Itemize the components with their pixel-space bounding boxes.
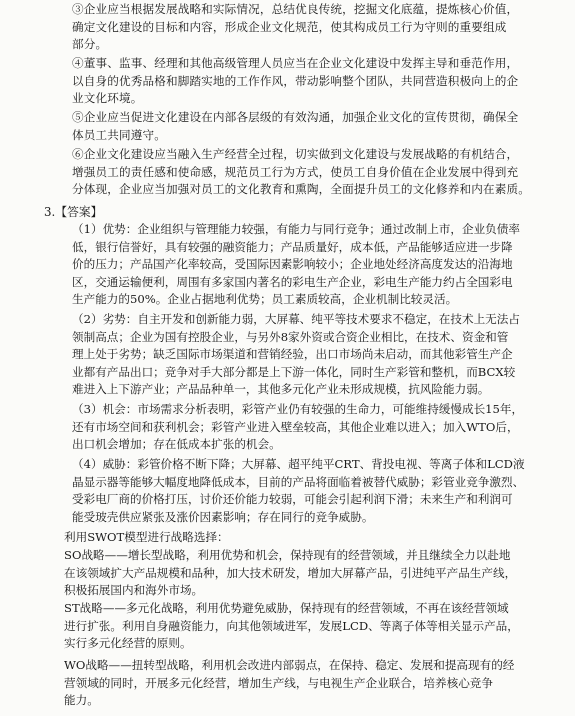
- strategy-intro: 利用SWOT模型进行战略选择：: [64, 530, 229, 544]
- wo-strategy: WO战略——扭转型战略，利用机会改进内部弱点，在保持、稳定、发展和提高现有的经 营领域的同时，开展多元化经营，增加生产线，与电视生产企业联合，培养核心竞争 能力。: [64, 658, 515, 708]
- question-number: 3.: [44, 205, 56, 219]
- swot-strengths: （1）优势：企业组织与管理能力较强，有能力与同行竞争；通过改制上市，企业负债率 低，银行信誉好，具有较强的融资能力；产品质量好，成本低，产品能够适应进一步降 价的压力；产品国产化率较高，受国际因素影响较小；企业地处经济高度发达的沿海地 区，交通运输便利，周围有多家国内著名的彩电生产企业，彩电生产能力约占全国彩电 生产能力的50%。企业占据地利优势；员工素质较高，企业机制比较灵活。: [72, 222, 520, 307]
- so-strategy: SO战略——增长型战略，利用优势和机会，保持现有的经营领域，并且继续全力以赴地 在该领域扩大产品规模和品种，加大技术研发，增加大屏幕产品，引进纯平产品生产线， 积极拓展国内和海外市场。: [64, 548, 517, 598]
- paragraph-item-3: ③企业应当根据发展战略和实际情况，总结优良传统，挖掘文化底蕴，提炼核心价值， 确定文化建设的目标和内容，形成企业文化规范，使其构成员工行为守则的重要组成 部分。: [72, 2, 519, 52]
- swot-weaknesses: （2）劣势：自主开发和创新能力弱，大屏幕、纯平等技术要求不稳定，在技术上无法占 领制高点；企业为国有控股企业，与另外8家外资或合资企业相比，在技术、资金和管 理上处于劣势；缺乏国际市场渠道和营销经验，出口市场尚未启动，而其他彩管生产企 业都有产品出口；竞争对手大部分都是上下游一体化，同时生产彩管和整机，而BCX较 难进入上下游产业；产品品种单一，其他多元化产业未形成规模，抗风险能力弱。: [72, 312, 520, 397]
- swot-threats: （4）威胁：彩管价格不断下降；大屏幕、超平纯平CRT、背投电视、等离子体和LCD液 晶显示器等能够大幅度地降低成本，目前的产品将面临着被替代威胁；彩管业竞争激烈、 受彩电厂商的价格打压，讨价还价能力较弱，可能会引起利润下滑；未来生产和利润可 能受玻壳供应紧张及涨价因素影响；存在同行的竞争威胁。: [72, 457, 525, 524]
- paragraph-item-6: ⑥企业文化建设应当融入生产经营全过程，切实做到文化建设与发展战略的有机结合， 增强员工的责任感和使命感，规范员工行为方式，使员工自身价值在企业发展中得到充 分体现，企业应当加强对员工的文化教育和熏陶，全面提升员工的文化修养和内在素质。: [72, 147, 531, 197]
- answer-heading: [44, 204, 102, 222]
- st-strategy: ST战略——多元化战略，利用优势避免威胁，保持现有的经营领域，不再在该经营领域 进行扩张。利用自身融资能力，向其他领域进军，发展LCD、等离子体等相关显示产品， 实行多元化经营的原则。: [64, 601, 519, 651]
- paragraph-item-5: ⑤企业应当促进文化建设在内部各层级的有效沟通，加强企业文化的宣传贯彻，确保全 体员工共同遵守。: [72, 110, 519, 142]
- answer-label: 【答案】: [55, 205, 103, 219]
- paragraph-item-4: ④董事、监事、经理和其他高级管理人员应当在企业文化建设中发挥主导和垂范作用， 以自身的优秀品格和脚踏实地的工作作风，带动影响整个团队，共同营造积极向上的企 业文化环境。: [72, 56, 519, 106]
- swot-opportunities: （3）机会：市场需求分析表明，彩管产业仍有较强的生命力，可能维持缓慢成长15年， 还有市场空间和获利机会；彩管产业进入壁垒较高，其他企业难以进入；加入WTO后， 出口机会增加；存在低成本扩张的机会。: [72, 402, 524, 452]
